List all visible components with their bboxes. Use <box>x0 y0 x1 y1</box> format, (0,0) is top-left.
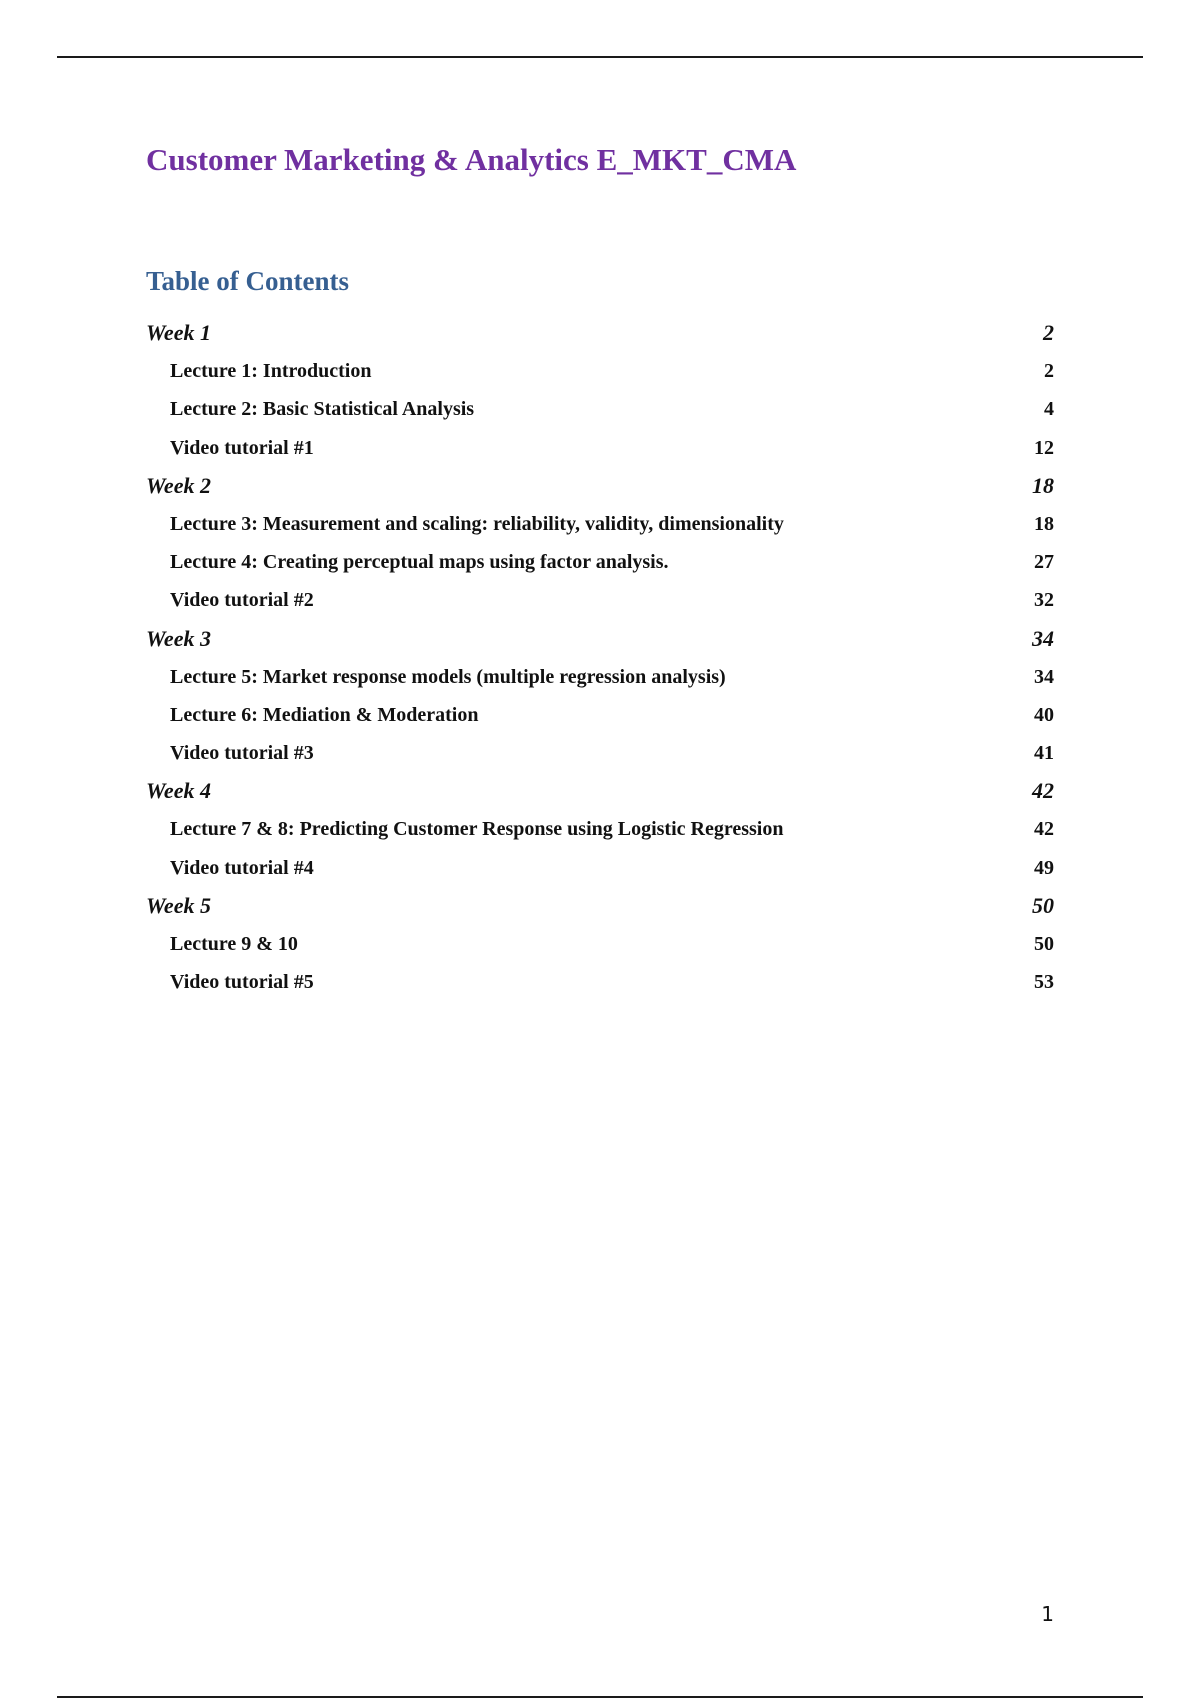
toc-entry[interactable] <box>146 581 1054 619</box>
toc-entry-label: Week 1 <box>146 320 211 345</box>
toc-entry-page-number: 50 <box>1032 892 1054 918</box>
toc-entry-page-number: 50 <box>1034 933 1054 955</box>
toc-entry-label: Video tutorial #2 <box>170 589 314 612</box>
toc-entry[interactable] <box>146 734 1054 772</box>
toc-entry-label: Week 5 <box>146 892 211 918</box>
toc-entry-page-number: 12 <box>1034 436 1054 459</box>
toc-entry-page-number: 41 <box>1034 742 1054 765</box>
toc-entry-label: Video tutorial #1 <box>170 436 314 459</box>
toc-entry-label: Video tutorial #3 <box>170 742 314 765</box>
toc-entry-label: Lecture 3: Measurement and scaling: reliability, validity, dimensionality <box>170 512 784 535</box>
toc-entry[interactable] <box>146 390 1054 428</box>
toc-entry-label: Week 2 <box>146 472 211 498</box>
toc-entry-label: Lecture 9 & 10 <box>170 933 298 955</box>
toc-entry[interactable] <box>146 925 1054 963</box>
toc-entry-page-number: 34 <box>1032 625 1054 651</box>
toc-week-entry[interactable] <box>146 620 1054 658</box>
toc-entry-label: Lecture 5: Market response models (multiple regression analysis) <box>170 665 726 688</box>
toc-entry-page-number: 53 <box>1034 971 1054 994</box>
toc-entry-page-number: 34 <box>1034 665 1054 688</box>
toc-entry[interactable] <box>146 505 1054 543</box>
toc-entry[interactable] <box>146 963 1054 1001</box>
toc-entry[interactable] <box>146 352 1054 390</box>
toc-entry-page-number: 42 <box>1034 818 1054 841</box>
toc-entry-page-number: 40 <box>1034 703 1054 726</box>
toc-week-entry[interactable] <box>146 772 1054 810</box>
toc-entry[interactable] <box>146 658 1054 696</box>
toc-entry-page-number: 18 <box>1034 512 1054 535</box>
header-rule <box>57 56 1143 58</box>
toc-week-entry[interactable] <box>146 467 1054 505</box>
toc-entry-page-number: 49 <box>1034 856 1054 879</box>
toc-heading: Table of Contents <box>146 266 350 296</box>
toc-entry-label: Lecture 7 & 8: Predicting Customer Response using Logistic Regression <box>170 818 784 841</box>
toc-entry-page-number: 18 <box>1032 472 1054 498</box>
toc-entry-page-number: 2 <box>1043 320 1054 345</box>
table-of-contents <box>146 314 1054 1001</box>
toc-entry-label: Lecture 1: Introduction <box>170 360 372 383</box>
footer-rule <box>57 1696 1143 1698</box>
toc-entry[interactable] <box>146 429 1054 467</box>
toc-entry-label: Video tutorial #4 <box>170 856 314 879</box>
toc-entry-page-number: 2 <box>1044 360 1054 383</box>
toc-entry-page-number: 42 <box>1032 778 1054 804</box>
toc-entry-label: Week 4 <box>146 778 211 804</box>
toc-entry[interactable] <box>146 543 1054 581</box>
toc-week-entry[interactable] <box>146 887 1054 925</box>
toc-entry-page-number: 27 <box>1034 551 1054 574</box>
toc-entry-page-number: 4 <box>1044 398 1054 421</box>
toc-entry-label: Lecture 2: Basic Statistical Analysis <box>170 398 475 421</box>
toc-entry[interactable] <box>146 696 1054 734</box>
toc-entry-label: Video tutorial #5 <box>170 971 314 994</box>
toc-entry[interactable] <box>146 810 1054 848</box>
toc-entry[interactable] <box>146 849 1054 887</box>
toc-entry-page-number: 32 <box>1034 589 1054 612</box>
page-number: 1 <box>1041 1602 1054 1626</box>
toc-week-entry[interactable] <box>146 314 1054 352</box>
document-title: Customer Marketing & Analytics E_MKT_CMA <box>146 142 797 177</box>
toc-entry-label: Week 3 <box>146 625 211 651</box>
toc-entry-label: Lecture 6: Mediation & Moderation <box>170 703 479 726</box>
toc-entry-label: Lecture 4: Creating perceptual maps using factor analysis. <box>170 551 669 574</box>
